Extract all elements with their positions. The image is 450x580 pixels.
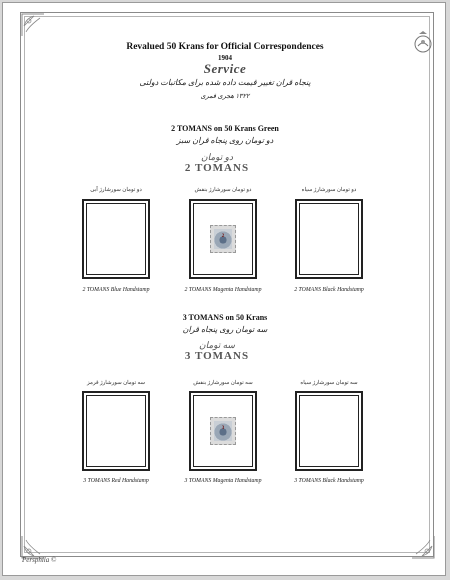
corner-ornament-icon <box>20 12 46 38</box>
stamp-mount-box <box>295 391 363 471</box>
stamp-caption: 3 TOMANS Red Handstamp <box>83 478 149 484</box>
column-label: سه تومان سورشارژ قرمز <box>86 380 146 386</box>
overprint-persian: سه تومان <box>199 340 235 350</box>
overprint-sample <box>0 340 442 362</box>
stamp-image: 2 <box>210 225 236 253</box>
overprint-english: 2 TOMANS <box>184 162 250 174</box>
page-year: 1904 <box>218 54 232 62</box>
stamp-caption: 3 TOMANS Black Handstamp <box>294 478 364 484</box>
stamp-caption: 2 TOMANS Black Handstamp <box>294 287 364 293</box>
stamp-caption: 2 TOMANS Blue Handstamp <box>82 287 150 293</box>
column-label: سه تومان سورشارژ بنفش <box>193 380 253 386</box>
service-overprint-title: Service <box>203 61 247 76</box>
section-heading-persian: دو تومان روی پنجاه قران سبز <box>176 136 274 145</box>
column-label: دو تومان سورشارژ آبی <box>90 187 142 193</box>
overprint-sample <box>0 152 442 174</box>
section-heading: 3 TOMANS on 50 Krans <box>182 313 268 322</box>
column-label: سه تومان سورشارژ سیاه <box>300 380 358 386</box>
section-heading: 2 TOMANS on 50 Krans Green <box>171 124 279 133</box>
persian-year: ۱۳۲۲ هجری قمری <box>200 93 250 100</box>
stamp-mount-box <box>82 199 150 279</box>
overprint-persian: دو تومان <box>201 152 233 162</box>
stamp-mount-box <box>82 391 150 471</box>
stamp-caption: 2 TOMANS Magenta Handstamp <box>184 287 262 293</box>
stamp-mount-box <box>295 199 363 279</box>
stamp-mount-box <box>189 391 257 471</box>
stamp-mount-box <box>189 199 257 279</box>
overprint-english: 3 TOMANS <box>184 350 250 362</box>
stamp-caption: 3 TOMANS Magenta Handstamp <box>184 478 262 484</box>
section-heading-persian: سه تومان روی پنجاه قران <box>182 325 268 334</box>
column-label: دو تومان سورشارژ بنفش <box>194 187 252 193</box>
page-title: Revalued 50 Krans for Official Correspondences <box>126 42 324 52</box>
footer-copyright: Persphila © <box>22 556 57 564</box>
persian-title: پنجاه قران تغییر قیمت داده شده برای مکاتبات دولتی <box>139 78 311 87</box>
stamp-image: 3 <box>210 417 236 445</box>
corner-ornament-icon <box>410 534 436 560</box>
column-label: دو تومان سورشارژ سیاه <box>301 187 357 193</box>
